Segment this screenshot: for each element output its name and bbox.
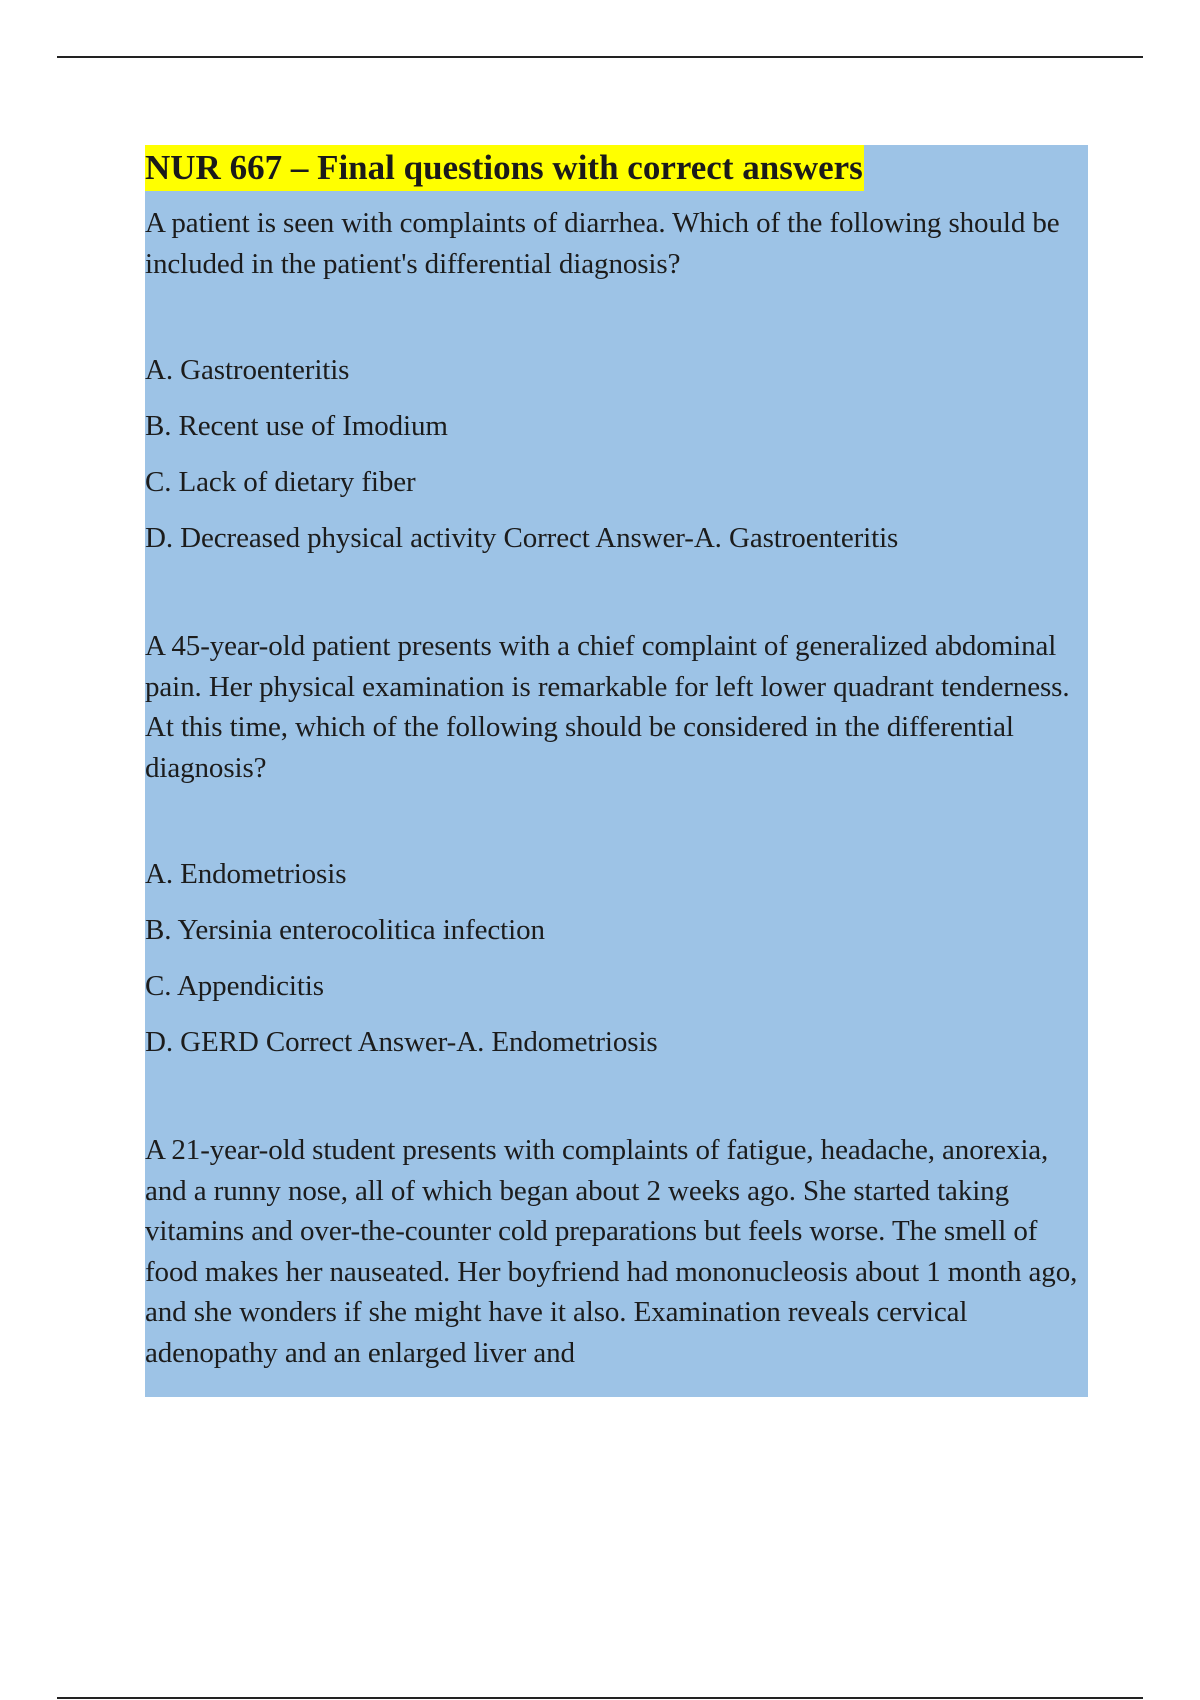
question-1-option-a: A. Gastroenteritis [145, 354, 350, 386]
question-2-option-b: B. Yersinia enterocolitica infection [145, 914, 545, 946]
question-1-stem: A patient is seen with complaints of diarrhea. Which of the following should be included in the patient's differential diagnosis? [145, 207, 1060, 280]
question-2-option-c: C. Appendicitis [145, 970, 324, 1002]
question-1-option-b: B. Recent use of Imodium [145, 410, 448, 442]
question-3-stem: A 21-year-old student presents with complaints of fatigue, headache, anorexia, and a runny nose, all of which began about 2 weeks ago. She started taking vitamins and over-the-counter cold preparations but feels worse. The smell of food makes her nauseated. Her boyfriend had mononucleosis about 1 month ago, and she wonders if she might have it also. Examination reveals cervical adenopathy and an enlarged liver and [145, 1134, 1078, 1369]
question-1-option-c: C. Lack of dietary fiber [145, 466, 416, 498]
bottom-rule [57, 1697, 1143, 1699]
question-2-option-a: A. Endometriosis [145, 858, 347, 890]
question-3 [145, 1130, 1088, 1373]
question-2 [145, 626, 1088, 1070]
question-2-stem: A 45-year-old patient presents with a chief complaint of generalized abdominal pain. Her physical examination is remarkable for left lower quadrant tenderness. At this time, which of the following should be considered in the differential diagnosis? [145, 630, 1070, 784]
document-content [145, 145, 1088, 1397]
question-2-option-d: D. GERD Correct Answer-A. Endometriosis [145, 1026, 658, 1058]
question-1-option-d: D. Decreased physical activity Correct Answer-A. Gastroenteritis [145, 522, 899, 554]
document-title: NUR 667 – Final questions with correct answers [145, 145, 864, 191]
question-1 [145, 203, 1088, 566]
top-rule [57, 56, 1143, 58]
